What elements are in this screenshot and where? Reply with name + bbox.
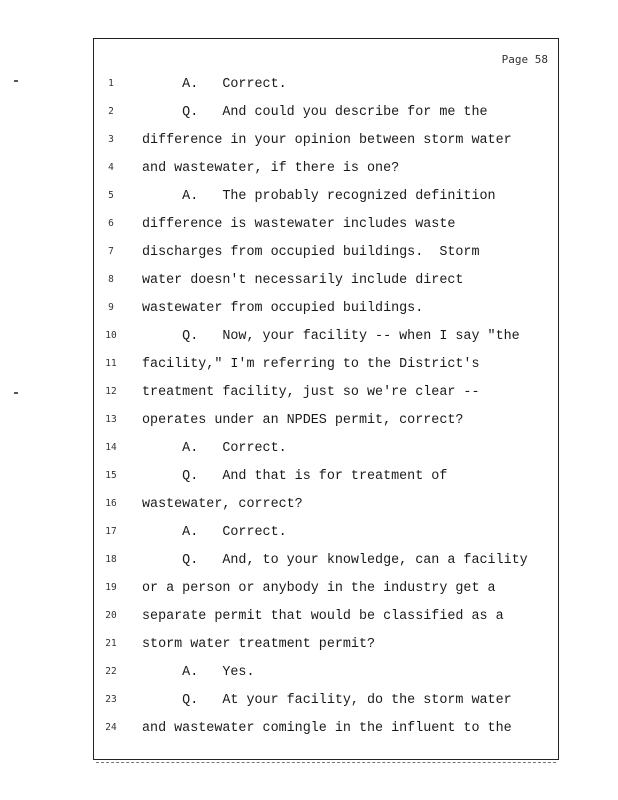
line-text: facility," I'm referring to the District's xyxy=(142,357,480,372)
line-number: 13 xyxy=(105,414,117,425)
line-text: and wastewater comingle in the influent to the xyxy=(142,721,512,736)
transcript-line xyxy=(94,469,558,489)
transcript-line xyxy=(94,497,558,517)
line-number: 20 xyxy=(105,610,117,621)
transcript-line xyxy=(94,161,558,181)
transcript-line xyxy=(94,553,558,573)
line-text: discharges from occupied buildings. Storm xyxy=(142,245,480,260)
line-number: 5 xyxy=(108,190,114,201)
line-number: 6 xyxy=(108,218,114,229)
transcript-line xyxy=(94,693,558,713)
line-number: 24 xyxy=(105,722,117,733)
line-text: A. The probably recognized definition xyxy=(142,189,496,204)
line-text: A. Correct. xyxy=(142,441,287,456)
line-number: 9 xyxy=(108,302,114,313)
transcript-line xyxy=(94,721,558,741)
line-number: 22 xyxy=(105,666,117,677)
scan-mark xyxy=(14,80,18,82)
line-text: Q. Now, your facility -- when I say "the xyxy=(142,329,520,344)
line-text: difference in your opinion between storm water xyxy=(142,133,512,148)
footer-rule xyxy=(96,762,556,763)
line-number: 14 xyxy=(105,442,117,453)
line-text: A. Correct. xyxy=(142,77,287,92)
line-text: storm water treatment permit? xyxy=(142,637,376,652)
line-number: 11 xyxy=(105,358,117,369)
transcript-line xyxy=(94,77,558,97)
line-text: and wastewater, if there is one? xyxy=(142,161,400,176)
line-number: 19 xyxy=(105,582,117,593)
transcript-line xyxy=(94,525,558,545)
line-text: wastewater from occupied buildings. xyxy=(142,301,424,316)
line-text: or a person or anybody in the industry get a xyxy=(142,581,496,596)
transcript-line xyxy=(94,245,558,265)
line-number: 4 xyxy=(108,162,114,173)
line-text: A. Correct. xyxy=(142,525,287,540)
transcript-line xyxy=(94,273,558,293)
line-text: difference is wastewater includes waste xyxy=(142,217,456,232)
line-number: 1 xyxy=(108,78,114,89)
transcript-line xyxy=(94,357,558,377)
transcript-line xyxy=(94,189,558,209)
line-text: treatment facility, just so we're clear -- xyxy=(142,385,480,400)
line-number: 3 xyxy=(108,134,114,145)
line-number: 12 xyxy=(105,386,117,397)
transcript-line xyxy=(94,665,558,685)
line-number: 8 xyxy=(108,274,114,285)
scan-mark xyxy=(14,392,18,394)
line-number: 7 xyxy=(108,246,114,257)
line-number: 23 xyxy=(105,694,117,705)
line-text: A. Yes. xyxy=(142,665,255,680)
line-text: water doesn't necessarily include direct xyxy=(142,273,464,288)
transcript-line xyxy=(94,301,558,321)
transcript-line xyxy=(94,609,558,629)
line-text: Q. And could you describe for me the xyxy=(142,105,488,120)
page-number: Page 58 xyxy=(501,53,548,66)
transcript-line xyxy=(94,385,558,405)
transcript-line xyxy=(94,581,558,601)
line-text: Q. And that is for treatment of xyxy=(142,469,448,484)
line-number: 10 xyxy=(105,330,117,341)
line-number: 16 xyxy=(105,498,117,509)
line-number: 15 xyxy=(105,470,117,481)
line-text: wastewater, correct? xyxy=(142,497,303,512)
transcript-line xyxy=(94,441,558,461)
transcript-line xyxy=(94,637,558,657)
line-number: 2 xyxy=(108,106,114,117)
transcript-line xyxy=(94,413,558,433)
transcript-line xyxy=(94,329,558,349)
line-number: 21 xyxy=(105,638,117,649)
transcript-line xyxy=(94,105,558,125)
transcript-page xyxy=(93,38,559,760)
line-number: 18 xyxy=(105,554,117,565)
line-text: Q. At your facility, do the storm water xyxy=(142,693,512,708)
transcript-line xyxy=(94,133,558,153)
line-text: separate permit that would be classified as a xyxy=(142,609,504,624)
transcript-line xyxy=(94,217,558,237)
line-number: 17 xyxy=(105,526,117,537)
line-text: Q. And, to your knowledge, can a facility xyxy=(142,553,528,568)
line-text: operates under an NPDES permit, correct? xyxy=(142,413,464,428)
